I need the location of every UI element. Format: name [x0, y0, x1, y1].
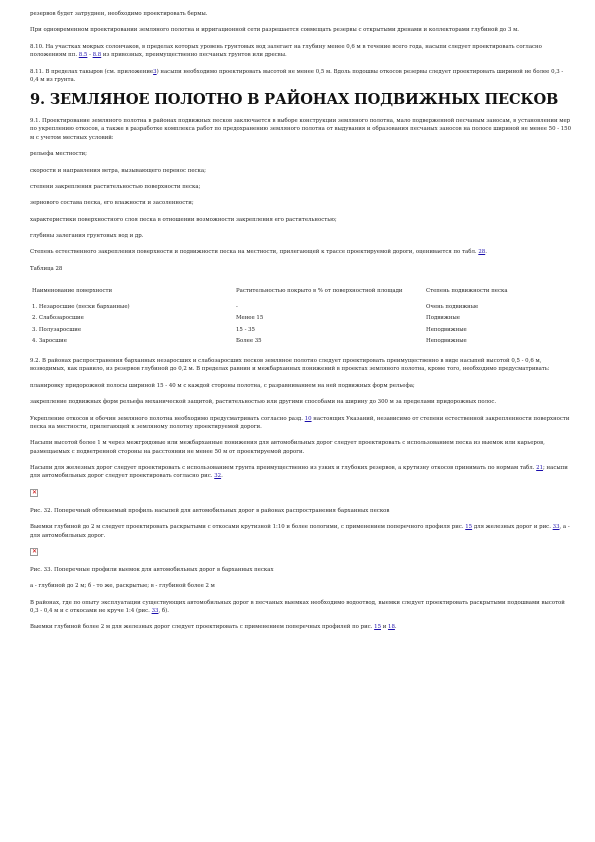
list-item: степени закрепления растительностью поверхности песка; — [30, 183, 201, 190]
paragraph-planning-2: закрепление подвижных форм рельефа механической защитой, растительностью или другими способами на ширину до 300 м за пределами придорожных полос. — [30, 399, 497, 406]
paragraph-cut-3: Выемки глубиной более 2 м для железных дорог следует проектировать с применением поперечных профилей по рис. 15 и 18. — [30, 624, 397, 631]
section-heading: 9. ЗЕМЛЯНОЕ ПОЛОТНО В РАЙОНАХ ПОДВИЖНЫХ ПЕСКОВ — [30, 91, 559, 109]
table-cell: Очень подвижные — [426, 304, 479, 311]
link-8-8[interactable]: 8.8 — [92, 52, 102, 59]
table-cell: 4. Заросшие — [32, 338, 67, 345]
table-cell: Неподвижные — [426, 326, 467, 333]
paragraph-embankment-2: Насыпи для железных дорог следует проектировать с использованием грунта преимущественно из узких и глубоких резервов, а крутизну откосов принимать по нормам табл. 21; насыпи для автомобильных дорог следует проектировать согласно рис. 32. — [30, 465, 568, 480]
table-header-cell: Степень подвижности песка — [426, 288, 508, 295]
table-cell: Менее 15 — [236, 315, 264, 322]
table-caption: Таблица 28 — [30, 265, 63, 272]
paragraph-strengthening: Укрепление откосов и обочин земляного полотна необходимо предусматривать согласно разд. 10 настоящих Указаний, независимо от степени естественной закрепленности поверхности песка на местности, прилегающей к земляному полотну проектируемой дороги. — [30, 415, 570, 430]
table-cell: Более 35 — [236, 338, 262, 345]
list-item: характеристики поверхностного слоя песка в отношении возможности закрепления его растительностью; — [30, 216, 337, 223]
figure-33-legend: а - глубиной до 2 м; б - то же, раскрытые; в - глубиной более 2 м — [30, 583, 215, 590]
table-row — [30, 336, 573, 347]
paragraph-9-2: 9.2. В районах распространения барханных незаросших и слабозаросших песков земляное полотно следует проектировать преимущественно в виде насыпей высотой 0,5 - 0,6 м, возводимых, как правило, из резервов глубиной до 0,2 м. В пределах равнин и межбарханных понижений в проектах земляного полотна, кроме того, необходимо предусматривать: — [30, 358, 550, 373]
link-section-10[interactable]: 10 — [304, 415, 312, 422]
table-header-cell: Растительностью покрыто в % от поверхностной площади — [236, 288, 403, 295]
link-fig-33-b[interactable]: 33 — [151, 608, 159, 615]
table-header-row — [30, 287, 573, 301]
link-fig-33[interactable]: 33 — [552, 524, 560, 531]
paragraph-8-10: 8.10. На участках мокрых солончаков, в пределах которых уровень грунтовых вод залегает на глубину менее 0,6 м в течение всего года, насыпи следует проектировать согласно положениям пп. 8.5 - 8.8 из привозных, преимущественно песчаных грунтов или дресвы. — [30, 43, 542, 59]
table-row — [30, 302, 573, 313]
link-fig-15-b[interactable]: 15 — [374, 624, 381, 631]
link-fig-15[interactable]: 15 — [465, 524, 473, 531]
figure-32-caption: Рис. 32. Поперечный обтекаемый профиль насыпей для автомобильных дорог в районах распространения барханных песков — [30, 507, 390, 514]
link-table-21[interactable]: 21 — [536, 465, 544, 472]
paragraph-degree: Степень естественного закрепления поверхности и подвижности песка на местности, прилегающей к трассе проектируемой дороги, оценивается по табл. 28. — [30, 249, 487, 256]
list-item: скорости и направления ветра, вызывающего перенос песка; — [30, 167, 206, 174]
table-cell: - — [236, 304, 238, 311]
broken-image-icon: ✕ — [32, 547, 38, 555]
table-cell: 3. Полузаросшие — [32, 326, 82, 333]
link-table-28[interactable]: 28 — [478, 249, 486, 256]
paragraph-top-1: резервов будет затруднен, необходимо проектировать бермы. — [30, 11, 208, 17]
link-8-5[interactable]: 8.5 — [78, 52, 88, 59]
paragraph-cut-1: Выемки глубиной до 2 м следует проектировать раскрытыми с откосами крутизной 1:10 и более пологими, с применением поперечного профиля рис. 15 для железных дорог и рис. 33, а - для автомобильных дорог. — [30, 524, 570, 539]
link-appendix-3[interactable]: 3 — [153, 68, 157, 75]
paragraph-embankment-1: Насыпи высотой более 1 м через межгрядовые или межбарханные понижения для автомобильных дорог следует проектировать с использованием песка из выемок или карьеров, размещаемых с подветренной стороны на расстоянии не менее 50 м от проектируемой дороги. — [30, 440, 545, 455]
table-header-cell: Наименование поверхности — [32, 288, 113, 295]
broken-image-icon: ✕ — [32, 488, 38, 496]
paragraph-planning-1: планировку придорожной полосы шириной 15 - 40 м с каждой стороны полотна, с разравниванием на ней подвижных форм рельефа; — [30, 382, 415, 389]
paragraph-8-11: 8.11. В пределах такыров (см. приложение3) насыпи необходимо проектировать высотой не менее 0,5 м. Вдоль подошвы откосов резервы следует проектировать шириной не более 0,3 - 0,4 м из грунта. — [30, 68, 564, 83]
table-cell: Подвижные — [426, 315, 460, 322]
table-row — [30, 324, 573, 335]
link-fig-18[interactable]: 18 — [388, 624, 395, 631]
table-cell: 15 - 35 — [236, 326, 255, 333]
paragraph-top-2: При одновременном проектировании земляного полотна и ирригационной сети разрешается совмещать резервы с открытыми дренами и коллекторами глубиной до 3 м. — [30, 27, 520, 34]
table-cell: Неподвижные — [426, 338, 467, 345]
list-item: глубины залегания грунтовых вод и др. — [30, 233, 144, 240]
table-row — [30, 313, 573, 324]
table-28 — [30, 287, 573, 347]
list-item: рельефа местности; — [30, 151, 87, 158]
table-cell: 1. Незаросшие (пески барханные) — [32, 304, 130, 311]
figure-33-caption: Рис. 33. Поперечные профили выемок для автомобильных дорог в барханных песках — [30, 566, 274, 573]
paragraph-9-1: 9.1. Проектирование земляного полотна в районах подвижных песков заключается в выборе конструкции земляного полотна, мало подверженной песчаным заносам, в установлении мер по укреплению откосов, а также в разработке комплекса работ по предохранению земляного полотна от выдувания и образования песчаных заносов на полосе шириной не менее 50 - 150 м с учетом местных условий: — [30, 118, 572, 141]
paragraph-cut-2: В районах, где по опыту эксплуатации существующих автомобильных дорог в песчаных выемках необходимо водоотвод, выемки следует проектировать раскрытыми подошвами высотой 0,3 - 0,4 м и с откосами не круче 1:4 (рис. 33, б). — [30, 599, 565, 615]
table-cell: 2. Слабозаросшие — [32, 315, 84, 322]
link-fig-32[interactable]: 32 — [214, 473, 222, 480]
list-item: зернового состава песка, его влажности и засоленности; — [30, 200, 194, 207]
